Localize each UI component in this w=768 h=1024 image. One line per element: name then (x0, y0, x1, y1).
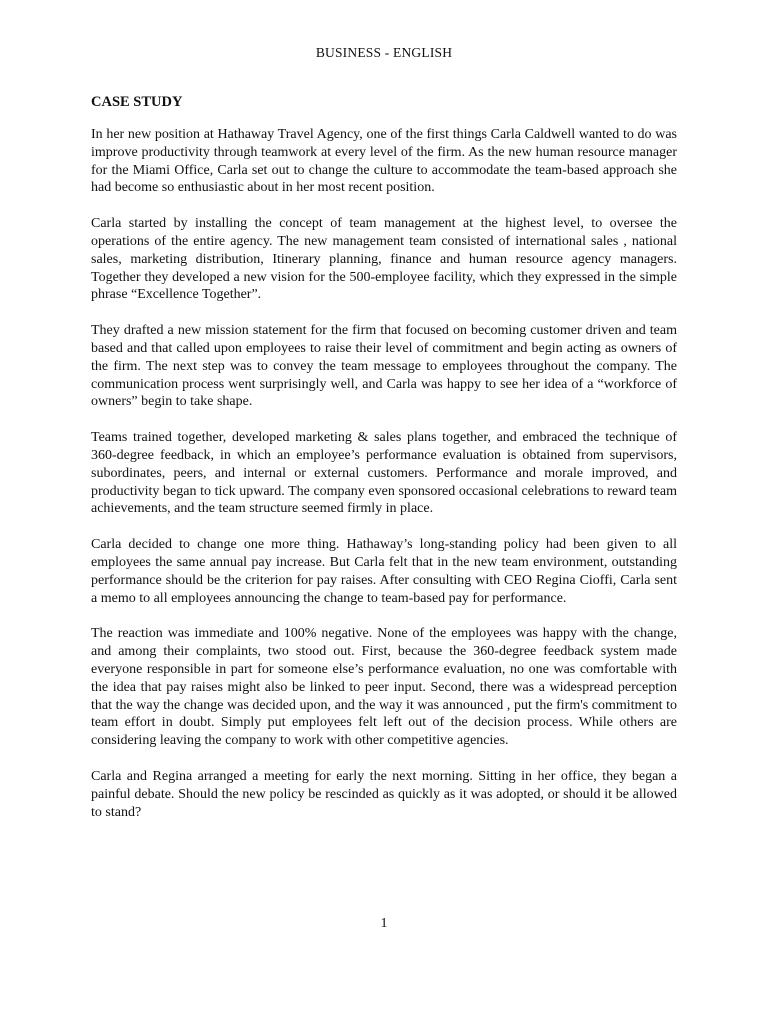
paragraph: Carla started by installing the concept of team management at the highest level, to oversee the operations of the entire agency. The new management team consisted of international sales , national sales, marketing distribution, Itinerary planning, finance and human resource agency managers. Together they developed a new vision for the 500-employee facility, which they expressed in the simple phrase “Excellence Together”. (91, 216, 677, 303)
paragraph: They drafted a new mission statement for the firm that focused on becoming customer driven and team based and that called upon employees to raise their level of commitment and begin acting as owners of the firm. The next step was to convey the team message to employees throughout the company. The communication process went surprisingly well, and Carla was happy to see her idea of a “workforce of owners” begin to take shape. (91, 323, 677, 410)
paragraph: Carla and Regina arranged a meeting for early the next morning. Sitting in her office, they began a painful debate. Should the new policy be rescinded as quickly as it was adopted, or should it be allowed to stand? (91, 768, 677, 820)
page-number: 1 (380, 916, 388, 931)
paragraph: Teams trained together, developed marketing & sales plans together, and embraced the technique of 360-degree feedback, in which an employee’s performance evaluation is obtained from supervisors, subordinates, peers, and internal or external customers. Performance and morale improved, and productivity began to tick upward. The company even sponsored occasional celebrations to reward team achievements, and the team structure seemed firmly in place. (91, 430, 677, 517)
paragraph: Carla decided to change one more thing. Hathaway’s long-standing policy had been given to all employees the same annual pay increase. But Carla felt that in the new team environment, outstanding performance should be the criterion for pay raises. After consulting with CEO Regina Cioffi, Carla sent a memo to all employees announcing the change to team-based pay for performance. (91, 537, 677, 606)
document-body (91, 94, 677, 839)
document-title: CASE STUDY (91, 94, 183, 110)
page-header: BUSINESS - ENGLISH (315, 45, 453, 60)
paragraph: In her new position at Hathaway Travel Agency, one of the first things Carla Caldwell wanted to do was improve productivity through teamwork at every level of the firm. As the new human resource manager for the Miami Office, Carla set out to change the culture to accommodate the team-based approach she had become so enthusiastic about in her most recent position. (91, 127, 677, 196)
paragraph: The reaction was immediate and 100% negative. None of the employees was happy with the change, and among their complaints, two stood out. First, because the 360-degree feedback system made everyone responsible in part for someone else’s performance evaluation, no one was comfortable with the idea that pay raises might also be linked to peer input. Second, there was a widespread perception that the way the change was decided upon, and the way it was announced , put the firm's commitment to team effort in doubt. Simply put employees felt left out of the decision process. While others are considering leaving the company to work with other competitive agencies. (91, 626, 677, 749)
